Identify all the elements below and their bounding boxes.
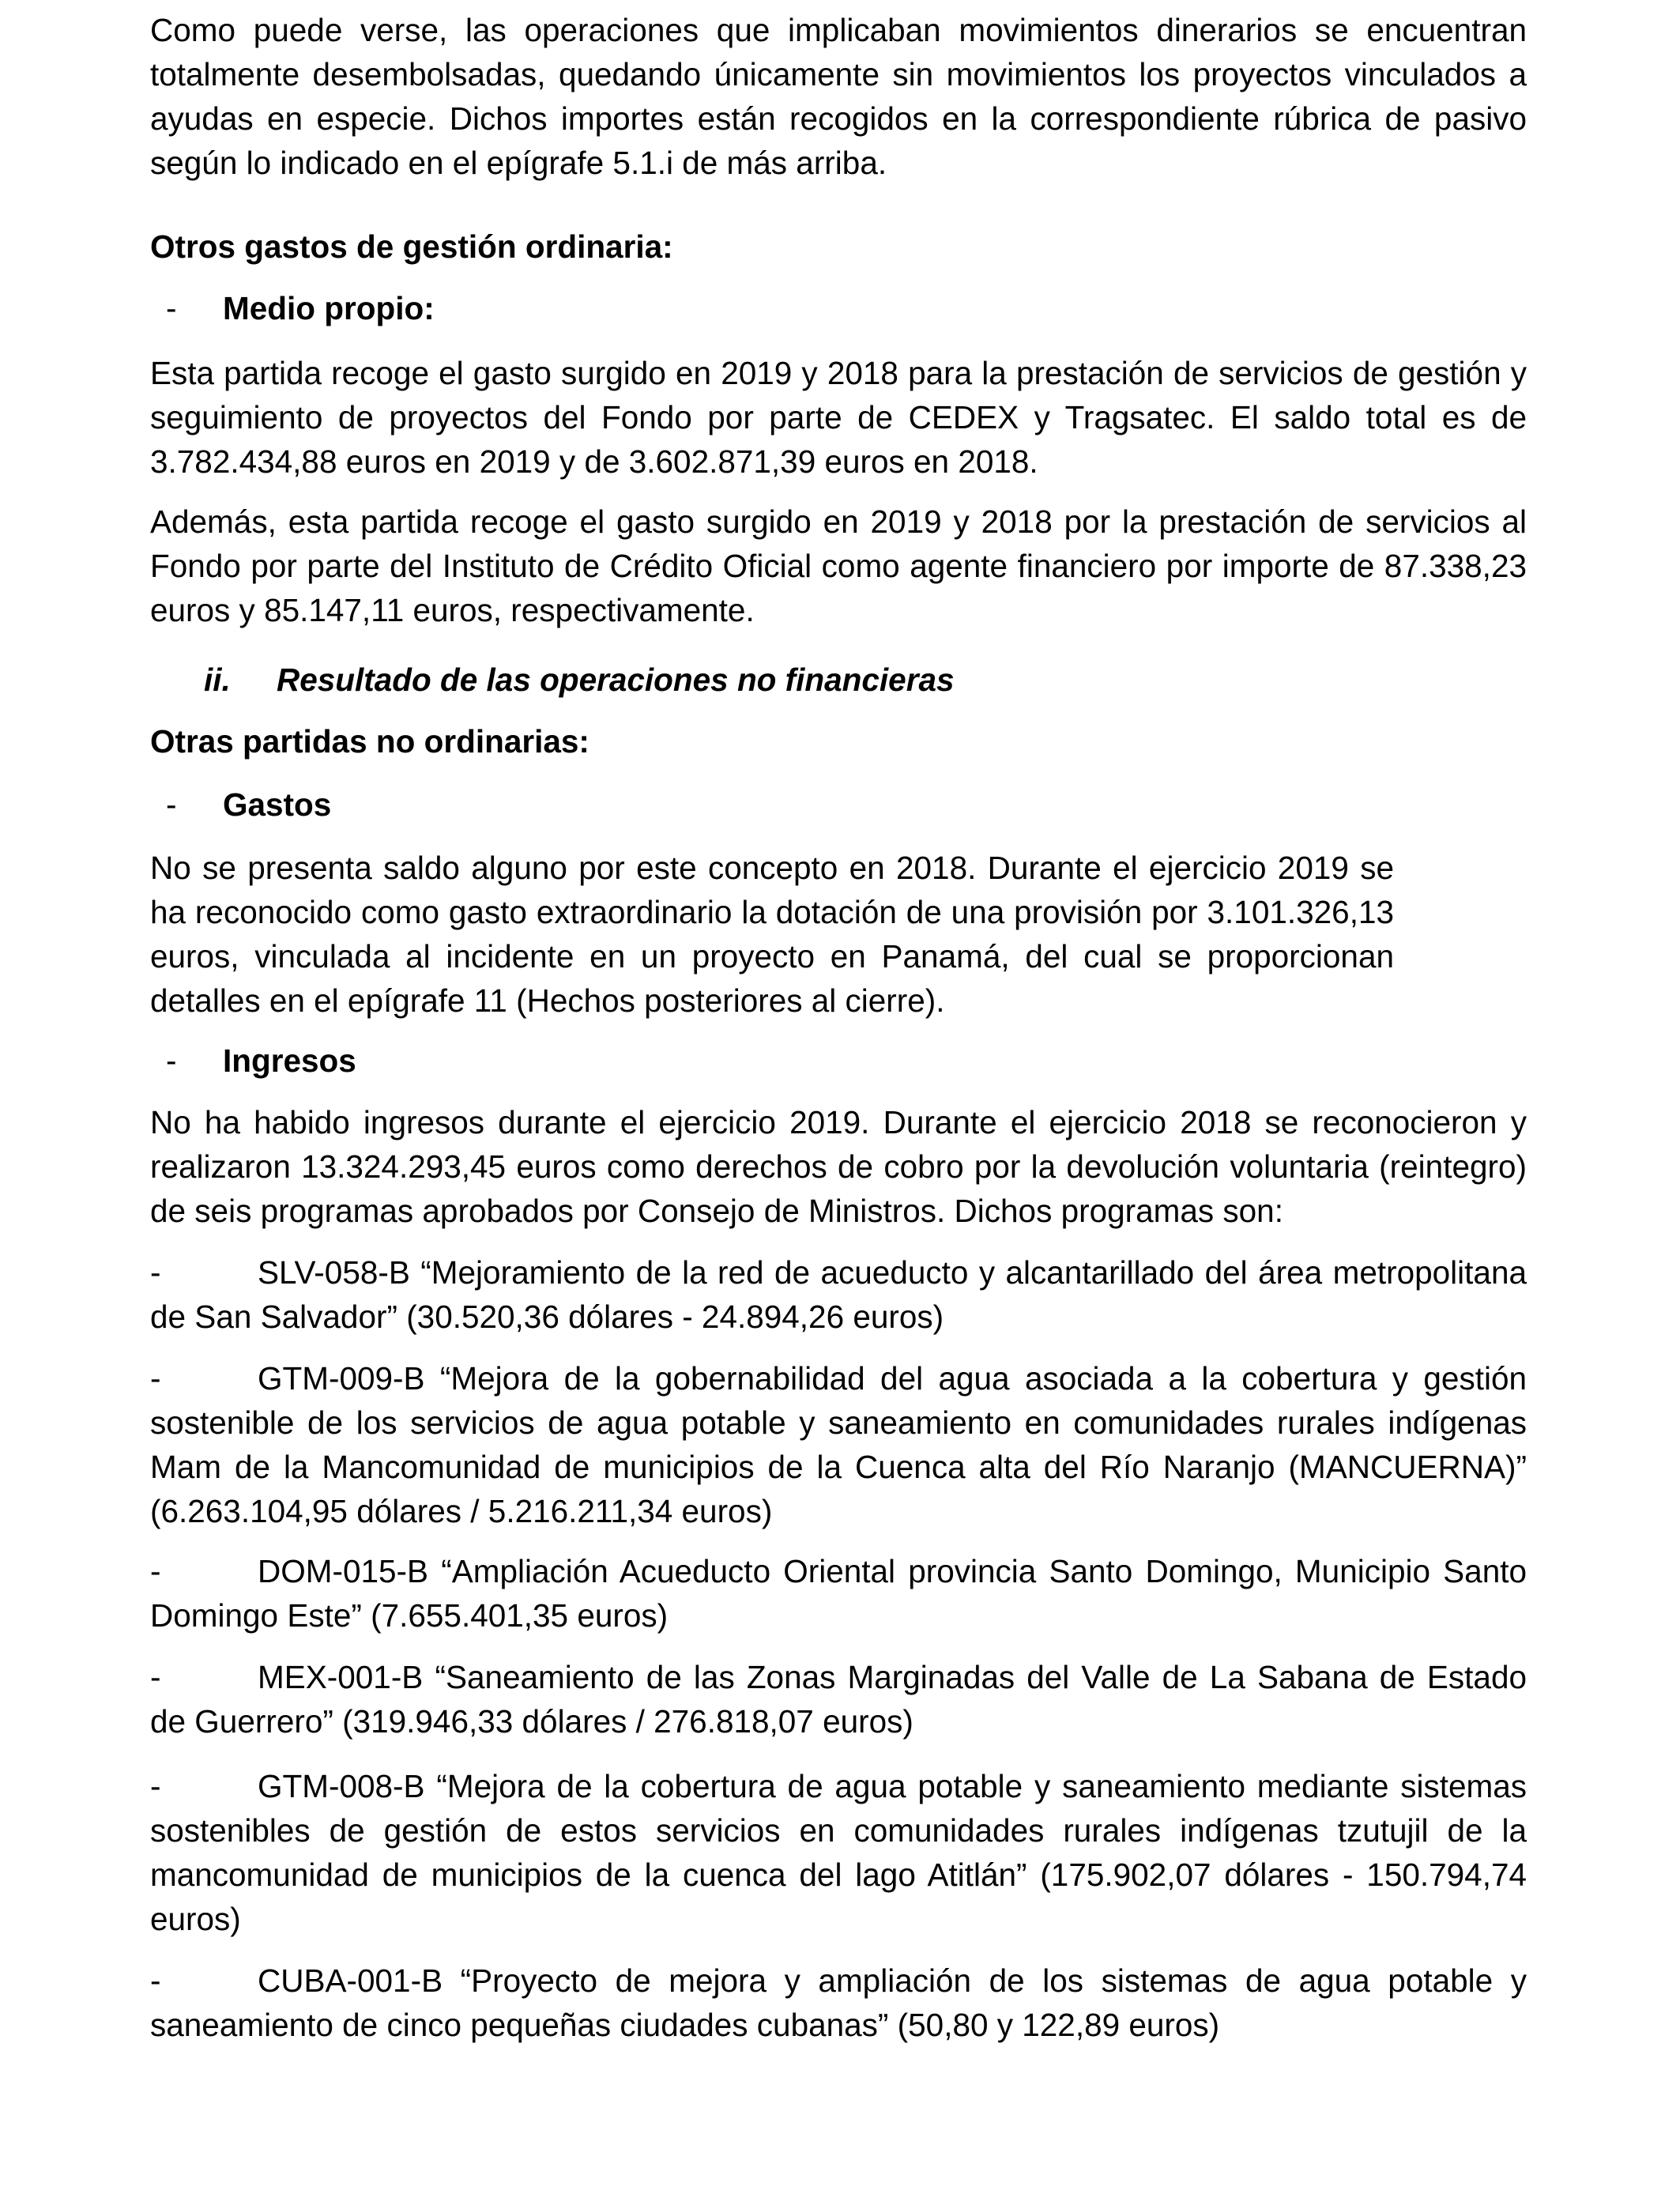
program-item	[150, 1250, 1527, 1339]
subheading-medio-propio	[150, 286, 435, 330]
program-item	[150, 1655, 1527, 1744]
program-text: MEX-001-B “Saneamiento de las Zonas Marginadas del Valle de La Sabana de Estado de Guerrero” (319.946,33 dólares / 276.818,07 euros)	[150, 1659, 1527, 1740]
medio-propio-paragraph-1: Esta partida recoge el gasto surgido en 2019 y 2018 para la prestación de servicios de gestión y seguimiento de proyectos del Fondo por parte de CEDEX y Tragsatec. El saldo total es de 3.782.434,88 euros en 2019 y de 3.602.871,39 euros en 2018.	[150, 355, 1527, 480]
bullet-dash: -	[166, 290, 177, 326]
bullet-dash: -	[150, 1360, 161, 1397]
intro-paragraph: Como puede verse, las operaciones que implicaban movimientos dinerarios se encuentran totalmente desembolsadas, quedando únicamente sin movimientos los proyectos vinculados a ayudas en especie. Dichos importes están recogidos en la correspondiente rúbrica de pasivo según lo indicado en el epígrafe 5.1.i de más arriba.	[150, 12, 1527, 181]
ingresos-paragraph: No ha habido ingresos durante el ejercicio 2019. Durante el ejercicio 2018 se reconocieron y realizaron 13.324.293,45 euros como derechos de cobro por la devolución voluntaria (reintegro) de seis programas aprobados por Consejo de Ministros. Dichos programas son:	[150, 1104, 1527, 1229]
bullet-dash: -	[150, 1768, 161, 1804]
bullet-dash: -	[150, 1254, 161, 1291]
subheading-gastos	[150, 782, 331, 827]
bullet-dash: -	[166, 1042, 177, 1079]
section-ii-heading	[204, 658, 955, 702]
program-item	[150, 1549, 1527, 1638]
subheading-label: Medio propio:	[223, 290, 435, 326]
program-text: DOM-015-B “Ampliación Acueducto Oriental provincia Santo Domingo, Municipio Santo Domingo Este” (7.655.401,35 euros)	[150, 1553, 1527, 1634]
program-item	[150, 1958, 1527, 2047]
section-number: ii.	[204, 662, 231, 698]
bullet-dash: -	[150, 1962, 161, 1999]
bullet-dash: -	[150, 1659, 161, 1695]
subheading-label: Gastos	[223, 786, 332, 823]
program-text: GTM-008-B “Mejora de la cobertura de agua potable y saneamiento mediante sistemas sostenibles de gestión de estos servicios en comunidades rurales indígenas tzutujil de la mancomunidad de municipios de la cuenca del lago Atitlán” (175.902,07 dólares - 150.794,74 euros)	[150, 1768, 1527, 1937]
bullet-dash: -	[166, 786, 177, 823]
section-title: Resultado de las operaciones no financieras	[277, 662, 955, 698]
subheading-label: Ingresos	[223, 1042, 356, 1079]
subheading-ingresos	[150, 1039, 356, 1083]
medio-propio-paragraph-2: Además, esta partida recoge el gasto surgido en 2019 y 2018 por la prestación de servicios al Fondo por parte del Instituto de Crédito Oficial como agente financiero por importe de 87.338,23 euros y 85.147,11 euros, respectivamente.	[150, 503, 1527, 628]
heading-otros-gastos: Otros gastos de gestión ordinaria:	[150, 228, 673, 265]
program-text: GTM-009-B “Mejora de la gobernabilidad del agua asociada a la cobertura y gestión sostenible de los servicios de agua potable y saneamiento en comunidades rurales indígenas Mam de la Mancomunidad de municipios de la Cuenca alta del Río Naranjo (MANCUERNA)” (6.263.104,95 dólares / 5.216.211,34 euros)	[150, 1360, 1527, 1529]
bullet-dash: -	[150, 1553, 161, 1589]
program-item	[150, 1764, 1527, 1941]
program-item	[150, 1356, 1527, 1533]
gastos-paragraph: No se presenta saldo alguno por este concepto en 2018. Durante el ejercicio 2019 se ha reconocido como gasto extraordinario la dotación de una provisión por 3.101.326,13 euros, vinculada al incidente en un proyecto en Panamá, del cual se proporcionan detalles en el epígrafe 11 (Hechos posteriores al cierre).	[150, 850, 1394, 1019]
heading-otras-partidas: Otras partidas no ordinarias:	[150, 723, 590, 760]
program-text: SLV-058-B “Mejoramiento de la red de acueducto y alcantarillado del área metropolitana de San Salvador” (30.520,36 dólares - 24.894,26 euros)	[150, 1254, 1527, 1335]
program-text: CUBA-001-B “Proyecto de mejora y ampliación de los sistemas de agua potable y saneamiento de cinco pequeñas ciudades cubanas” (50,80 y 122,89 euros)	[150, 1962, 1527, 2043]
